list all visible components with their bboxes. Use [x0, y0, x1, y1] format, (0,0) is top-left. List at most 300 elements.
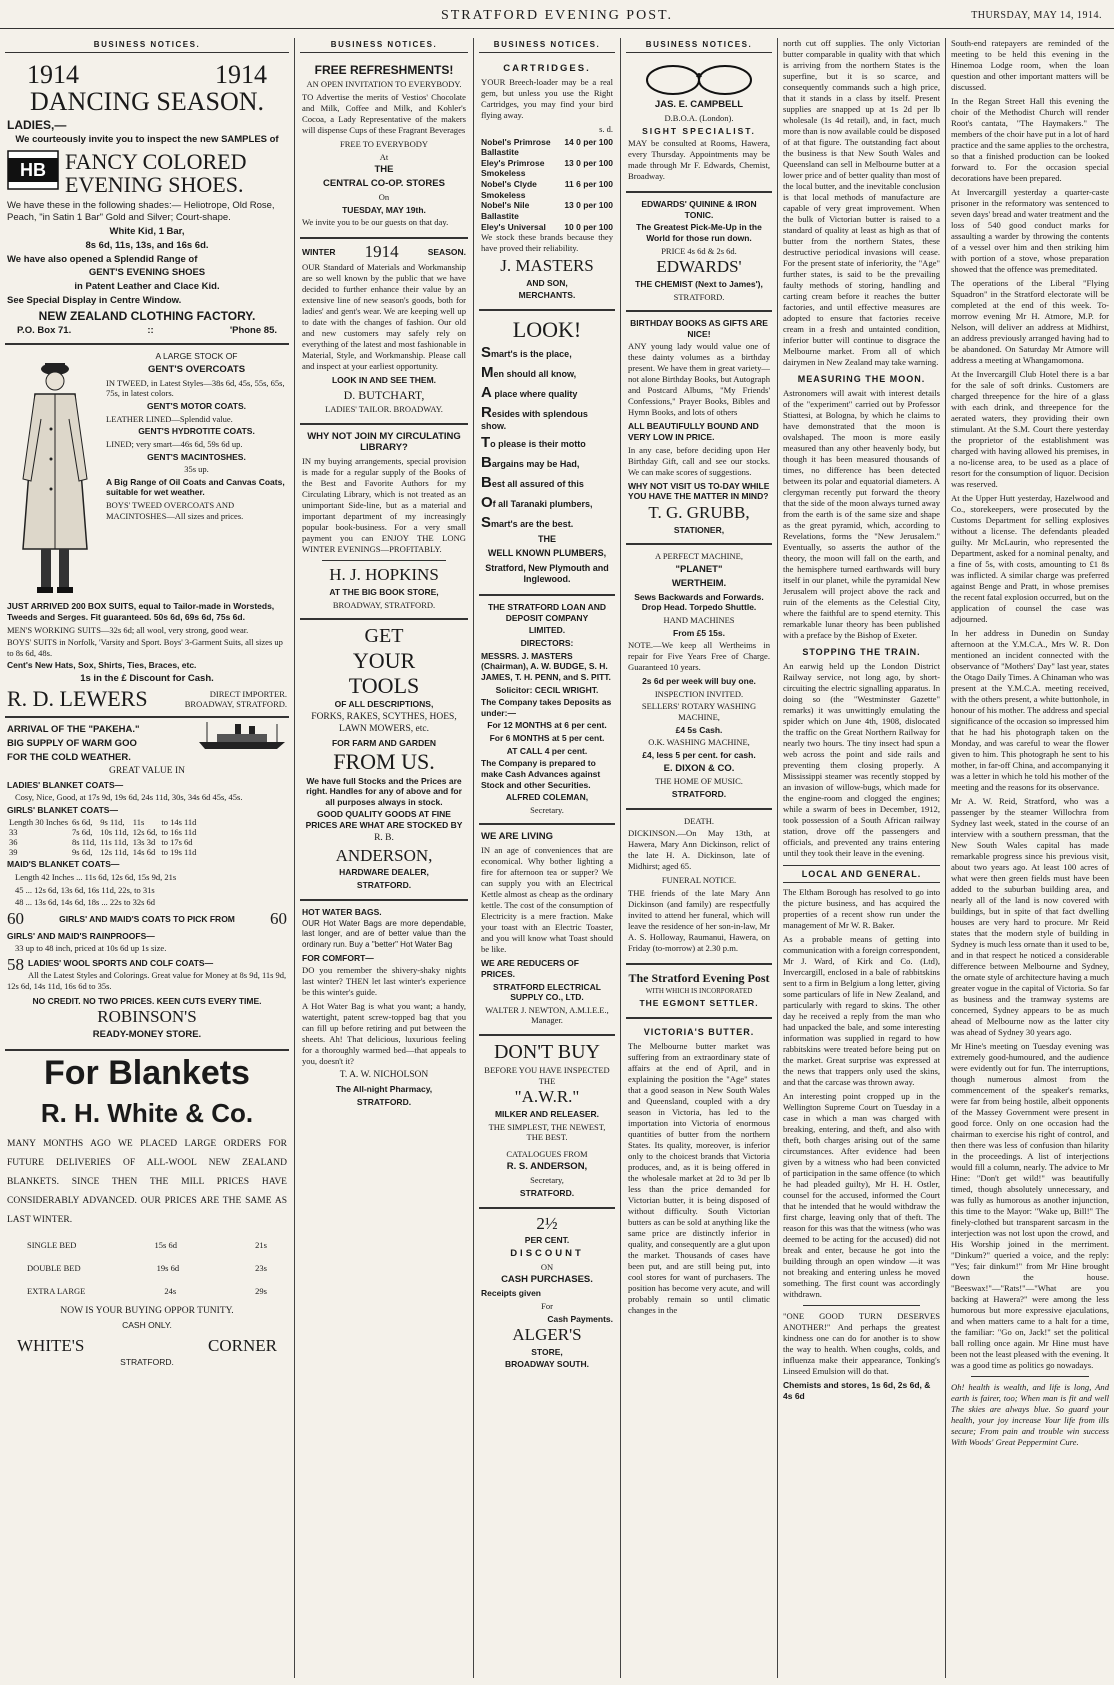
nicholson-bags-ad — [300, 901, 468, 1116]
acrostic-line — [481, 454, 613, 471]
cartridge-row — [481, 222, 613, 233]
pakeha-arrival: ARRIVAL OF THE "PAKEHA." — [7, 724, 140, 736]
column-3 — [474, 38, 620, 1678]
blanket-price-a: 15s 6d — [154, 1240, 177, 1251]
cartridge-name: Eley's Universal — [481, 221, 546, 232]
blanket-row — [7, 1238, 287, 1253]
plumbers-name: WELL KNOWN PLUMBERS, — [487, 548, 607, 559]
cash-discount: 1s in the £ Discount for Cash. — [80, 673, 214, 685]
cash-only: CASH ONLY. — [122, 1320, 172, 1331]
anderson-town: STRATFORD. — [356, 879, 412, 890]
sews: Sews Backwards and Forwards. Drop Head. Torpedo Shuttle. — [634, 591, 764, 613]
hardware-dealer: HARDWARE DEALER, — [339, 867, 429, 878]
living-headline: WE ARE LIVING — [481, 831, 553, 843]
and-son: AND SON, — [526, 277, 568, 288]
ready-money: READY-MONEY STORE. — [92, 1029, 202, 1041]
macintoshes-head: GENT'S MACINTOSHES. — [147, 451, 246, 462]
library-headline: WHY NOT JOIN MY CIRCULATING LIBRARY? — [307, 430, 461, 454]
maids-blanket-head: MAID'S BLANKET COATS— — [7, 859, 120, 870]
acrostic-rest: f all Taranaki plumbers, — [492, 499, 593, 510]
size-cell: 9s 6d, — [72, 847, 93, 858]
your: YOUR — [352, 648, 416, 674]
nicholson-name: T. A. W. NICHOLSON — [339, 1070, 429, 1081]
girls-blanket-head: GIRLS' BLANKET COATS— — [7, 804, 118, 815]
weekly-terms: 2s 6d per week will buy one. — [642, 676, 756, 687]
rb: R. B. — [374, 832, 394, 843]
electric-name: STRATFORD ELECTRICAL SUPPLY CO., LTD. — [493, 981, 601, 1003]
cartridge-name: Eley's Primrose Smokeless — [481, 157, 545, 179]
whites: WHITE'S — [17, 1335, 85, 1355]
look-headline: LOOK! — [512, 317, 582, 343]
new-hats: Cent's New Hats, Sox, Shirts, Ties, Braces, etc. — [7, 660, 197, 671]
cartridge-row — [481, 179, 613, 200]
acrostic-line — [481, 384, 613, 401]
limited: LIMITED. — [528, 625, 566, 636]
loan-name: THE STRATFORD LOAN AND DEPOSIT COMPANY — [487, 602, 607, 623]
rainproofs-head: GIRLS' AND MAID'S RAINPROOFS— — [7, 930, 155, 941]
steamship-icon — [197, 722, 287, 750]
rate-call: AT CALL 4 per cent. — [506, 745, 588, 756]
tonking-prices: Chemists and stores, 1s 6d, 2s 6d, & 4s 6d — [783, 1380, 931, 1401]
tweed-text: IN TWEED, in Latest Styles—38s 6d, 45s, 55s, 65s, 75s, in latest colors. — [106, 377, 285, 399]
column-2 — [295, 38, 473, 1678]
algers-ad — [479, 1209, 615, 1379]
lined-text: LINED; very smart—46s 6d, 59s 6d up. — [106, 438, 243, 449]
loan-deposit-ad — [479, 596, 615, 825]
refreshments-headline: FREE REFRESHMENTS! — [314, 63, 454, 77]
blanket-row — [7, 1284, 287, 1299]
acrostic-line — [481, 514, 613, 531]
anderson-name: ANDERSON, — [335, 845, 433, 865]
before-inspected: BEFORE YOU HAVE INSPECTED THE — [484, 1065, 610, 1086]
blanket-price-b: 21s — [255, 1240, 267, 1251]
masthead-title: STRATFORD EVENING POST. — [440, 8, 674, 23]
size-cell: 39 — [9, 847, 18, 858]
acrostic-line — [481, 364, 613, 381]
acrostic-rest: est all assured of this — [491, 479, 584, 490]
po-box: P.O. Box 71. — [17, 325, 72, 337]
on: ON — [540, 1261, 554, 1272]
cash-purchases: CASH PURCHASES. — [501, 1274, 593, 1286]
ladies-blanket-prices: Cosy, Nice, Good, at 17s 9d, 19s 6d, 24s 11d, 30s, 34s 6d 45s, 45s. — [15, 792, 243, 803]
leather-lined: LEATHER LINED—Splendid value. — [106, 413, 233, 424]
warm-goods: BIG SUPPLY OF WARM GOO — [7, 737, 137, 749]
size-cell: 14s 6d — [132, 847, 156, 858]
blanket-item: EXTRA LARGE — [27, 1285, 86, 1296]
local-6-5: At the Invercargill Club Hotel there is a bar for the sale of soft drinks. Customers are charged threepence for the hire of a glass with each drink, and threepence for the aerated waters, they providing their own stimulant. At the S.M. Court there yesterday the proprietor of the establishment was charged with having allowed his premises, in a no-license area, to be used as a place of resort for the consumption of liquor. Decision was reserved. — [951, 369, 1109, 489]
grubb-books-ad — [626, 312, 772, 545]
cartridge-name: Nobel's Nile Ballastite — [481, 200, 530, 221]
director-names: MESSRS. J. MASTERS (Chairman), A. W. BUDGE, S. H. JAMES, T. H. PENN, and S. PITT. — [481, 650, 611, 682]
girls-sizes-table — [7, 817, 198, 857]
size-cell: Length 30 Inches — [9, 817, 69, 828]
butchart-foot: LADIES' TAILOR. BROADWAY. — [325, 403, 443, 414]
oilcoats-text: A Big Range of Oil Coats and Canvas Coats, suitable for wet weather. — [106, 476, 285, 498]
coop-refreshments-ad — [300, 57, 468, 239]
receipts: Receipts given — [481, 1288, 541, 1299]
bags-headline: HOT WATER BAGS. — [302, 906, 382, 917]
local-6-7: In her address in Dunedin on Sunday afternoon at the Y.M.C.A., Mrs W. R. Don mentioned an incident connected with the observance of "Mothers' Day" last year, states the Otago Daily Times. A Chinaman who was present at the Y.M.C.A. meeting received, with the others present, a white buttonhole, in honour of his mother. The address and special significance of the occasion so impressed him that he had his photograph taken on the Monday, and was careful to wear the flower given to him. This photograph he sent to his mother, in far-off China, and accompanying it was a letter in which he told his mother of the meeting and the reasons for its observance. — [951, 628, 1109, 792]
size-cell: 10s 11d, — [100, 827, 129, 838]
tonic-price: PRICE 4s 6d & 2s 6d. — [661, 245, 737, 256]
cartridge-price: 10 0 per 100 — [564, 221, 613, 232]
algers-store: STORE, — [531, 1346, 563, 1357]
column-4 — [621, 38, 777, 1678]
acrostic-line — [481, 474, 613, 491]
inspection-invited: INSPECTION INVITED. — [654, 688, 744, 699]
algers-name: ALGER'S — [512, 1325, 582, 1345]
acrostic-rest: mart's is the place, — [491, 349, 572, 360]
size-cell: 6s 6d, — [72, 817, 93, 828]
dixon-name: E. DIXON & CO. — [663, 762, 735, 774]
awr-milker-ad — [479, 1036, 615, 1209]
for-comfort: FOR COMFORT— — [302, 952, 374, 963]
maids-row: 45 ... 12s 6d, 13s 6d, 16s 11d, 22s, to 31s — [15, 884, 155, 895]
white-kid: White Kid, 1 Bar, — [109, 225, 185, 237]
get: GET — [364, 625, 404, 648]
local-2: As a probable means of getting into communication with a foreign correspondent, Mr J. Ward, of Kirk and Co. (Ltd), Invercargill, enclosed in a bale of rabbitskins sent to a firm in Belgium a long letter, giving some particulars of life in New Zealand, and particularly with regard to skins. The other day he received a reply from the man who had unpacked the bale, and some interesting information was supplied in regard to how rabbitskins were treated before being put on the market. Great surprise was expressed at the news that trappers only used the skins, and that the carcase was thrown away. — [783, 934, 940, 1087]
sd-header: s. d. — [599, 123, 613, 134]
cash-payments: Cash Payments. — [547, 1313, 613, 1324]
cold-weather: FOR THE COLD WEATHER. — [7, 751, 131, 763]
wertheim-note: NOTE.—We keep all Wertheims in repair for Five Years Free of Charge. Guaranteed 10 years. — [628, 640, 770, 673]
hopkins-library-ad — [300, 425, 468, 621]
secretary-title: Secretary. — [530, 804, 564, 815]
masthead — [0, 0, 1114, 29]
the: THE — [538, 534, 556, 545]
cartridge-name: Nobel's Primrose Ballastite — [481, 136, 551, 158]
discount-pct: 2½ — [536, 1213, 558, 1233]
maids-row: 48 ... 13s 6d, 14s 6d, 18s ... 22s to 32s 6d — [15, 897, 156, 908]
death-text: DICKINSON.—On May 13th, at Hawera, Mary Ann Dickinson, relict of the late H. A. Dickinson, late of Midhirst; aged 65. — [628, 828, 770, 872]
sight-specialist: SIGHT SPECIALIST. — [642, 125, 756, 136]
cartridge-name: Nobel's Clyde Smokeless — [481, 179, 537, 200]
coats-to-pick: GIRLS' AND MAID'S COATS TO PICK FROM — [59, 913, 235, 924]
column-1 — [0, 38, 294, 1678]
blankets-body: MANY MONTHS AGO WE PLACED LARGE ORDERS FOR FUTURE DELIVERIES OF ALL-WOOL NEW ZEALAND BLANKETS. SINCE THEN THE MILL PRICES HAVE CONSIDERABLY ADVANCED. OUR PRICES ARE THE SAME AS LAST WINTER. — [7, 1139, 287, 1226]
birthday-headline: BIRTHDAY BOOKS AS GIFTS ARE NICE! — [630, 318, 768, 339]
shoes-headline: FANCY COLORED EVENING SHOES. — [65, 149, 247, 197]
size-row — [7, 827, 198, 837]
acrostic-rest: place where quality — [491, 389, 578, 400]
column-5 — [778, 38, 945, 1678]
hb-logo-icon — [7, 150, 59, 190]
overcoats-head: GENT'S OVERCOATS — [147, 363, 246, 375]
butter-continued: north cut off supplies. The only Victorian butter comparable in quality with that which is arriving from the northern States is the superfine, but it is so scarce, and consequently commands such a high price, that it stands in a class by itself. Present supplies are snapped up at 1s 2d per lb wholesale (1s 4d retail), and, in fact, much more than is now available could be disposed of at that figure. The outstanding fact about the business is that New South Wales and Queensland can sell in Melbourne butter at a lower price and of better quality than most of the local butter, and the inevitable conclusion is that local methods of manufacture are capable of very great improvement. When the bulk of Victorian butter is raised to a standard of quality at least as high as that of butter from the northern States, these destructive periodical invasions will cease. For the present state of inferiority, the "Age" further states, is said to be the prevailing faulty methods of storing, handling and carting cream before it reaches the butter factories, and until effective measures are adopted to ensure that factories receive cream in a fresh and untainted condition, inferior butter will continue to disgrace the Melbourne market. From all of which dairymen in New Zealand may take warning. — [783, 38, 940, 367]
blankets-headline: For Blankets — [44, 1053, 250, 1092]
column-heading: BUSINESS NOTICES. — [5, 38, 289, 53]
year-left: 1914 — [27, 60, 79, 89]
electrical-supply-ad — [479, 825, 615, 1036]
leather-text: in Patent Leather and Clace Kid. — [74, 281, 220, 293]
fifty-eight: 58 — [7, 955, 24, 974]
sixty-left: 60 — [7, 908, 24, 928]
bags-body: OUR Hot Water Bags are more dependable, last longer, and are of better value than the ordinary run. Buy a "better" Hot Water Bag — [302, 919, 466, 949]
cartridge-row — [481, 137, 613, 158]
size-cell: 11s — [132, 817, 145, 828]
acrostic-cap: S — [481, 514, 492, 532]
local-general-head: LOCAL AND GENERAL. — [783, 865, 940, 883]
coop-body: TO Advertise the merits of Vestios' Chocolate and Milk, Coffee and Milk, and Kohler's Cocoa, a Lady Representative of the makers will dispense Cups of these Fragrant Beverages — [302, 92, 466, 136]
coop-stores: CENTRAL CO-OP. STORES — [323, 178, 445, 190]
opened-text: We have also opened a Splendid Range of — [7, 253, 198, 265]
at: At — [379, 151, 389, 162]
winter: WINTER — [302, 247, 336, 258]
loan-secretary: ALFRED COLEMAN, — [505, 792, 589, 803]
lewers-ad — [5, 345, 289, 718]
masthead-date: THURSDAY, MAY 14, 1914. — [971, 10, 1102, 21]
phone: 'Phone 85. — [229, 325, 277, 337]
acrostic-line — [481, 494, 613, 511]
masters-cartridges-ad — [479, 57, 615, 311]
tool-items: FORKS, RAKES, SCYTHES, HOES, LAWN MOWERS, etc. — [311, 712, 457, 734]
incorporated: WITH WHICH IS INCORPORATED — [645, 987, 753, 996]
blanket-price-a: 19s 6d — [156, 1262, 180, 1273]
motor-coats: GENT'S MOTOR COATS. — [147, 401, 246, 412]
hopkins-address: BROADWAY, STRATFORD. — [332, 599, 436, 610]
size-row — [7, 847, 198, 857]
working-suits: MEN'S WORKING SUITS—32s 6d; all wool, very strong, good wear. — [7, 624, 249, 635]
reducers: WE ARE REDUCERS OF PRICES. — [481, 958, 579, 979]
ok-price: £4, less 5 per cent. for cash. — [642, 749, 756, 760]
campbell-qual: D.B.O.A. (London). — [664, 112, 734, 123]
edwards-tonic-ad — [626, 193, 772, 312]
all-night-pharmacy: The All-night Pharmacy, — [335, 1084, 433, 1095]
lewers-name: R. D. LEWERS — [7, 685, 148, 711]
look-in: LOOK IN AND SEE THEM. — [331, 374, 437, 385]
funeral-head: FUNERAL NOTICE. — [661, 875, 737, 886]
white-name: R. H. White & Co. — [40, 1098, 254, 1129]
tonic-headline: EDWARDS' QUININE & IRON TONIC. — [641, 199, 757, 220]
edwards-sub: THE CHEMIST (Next to James'), — [635, 278, 763, 289]
size-cell: 8s 11d, — [72, 837, 97, 848]
rate-12-months: For 12 MONTHS at 6 per cent. — [487, 720, 607, 731]
acrostic-rest: o please is their motto — [490, 439, 586, 450]
acrostic-line — [481, 404, 613, 431]
dixon-town: STRATFORD. — [671, 789, 727, 799]
ladies-salutation: LADIES,— — [7, 117, 67, 132]
size-cell: 36 — [9, 837, 18, 848]
opportunity: NOW IS YOUR BUYING OPPOR TUNITY. — [60, 1306, 234, 1317]
nicholson-town: STRATFORD. — [356, 1096, 412, 1107]
beautifully-bound: ALL BEAUTIFULLY BOUND AND VERY LOW IN PRICE. — [628, 421, 759, 443]
solicitor: Solicitor: CECIL WRIGHT. — [495, 684, 599, 695]
size-cell: to 19s 11d — [161, 847, 197, 858]
per-cent: PER CENT. — [524, 1235, 570, 1246]
deposits-intro: The Company takes Deposits as under:— — [481, 697, 612, 718]
dixon-machines-ad — [626, 545, 772, 809]
plumbers-address: Stratford, New Plymouth and Inglewood. — [485, 562, 609, 584]
boys-overcoats: BOYS' TWEED OVERCOATS AND MACINTOSHES—All sizes and prices. — [106, 500, 244, 521]
great-value: GREAT VALUE IN — [108, 765, 185, 776]
butter-text: The Melbourne butter market was suffering from an extraordinary state of affairs at the end of April, and in explaining the position the "Age" states that a good season in New South Wales and Queensland, coupled with a dry season in Victoria, has led to the importation into Victoria of enormous quantities of butter from the northern States. Its quality, moreover, is inferior only to the choicest brands that Victoria produces, and, as it is being offered in the wholesale market at 2d to 3d per lb less than the price demanded for Victorian butter, it is being disposed of without difficulty. South Victorian butters as can be sold at anything like the same price are distinctly inferior in quality, and consequently are a glut upon the market. Thousands of cases have been put, and are still being put, into cool stores for want of purchasers. The position has become very acute, and will probably remain so until climatic changes in the — [628, 1040, 770, 1315]
funeral-text: THE friends of the late Mary Ann Dickinson (and family) are respectfully invited to attend her funeral, which will leave the residence of her son-in-law, Mr A. S. Holloway, Raumanui, Hawera, on Friday (to-morrow) at 2.30 p.m. — [628, 887, 770, 953]
size-cell: 11s 11d, — [100, 837, 129, 848]
separator: :: — [147, 325, 154, 337]
guests-text: We invite you to be our guests on that day. — [302, 217, 449, 228]
stock-intro: A LARGE STOCK OF — [155, 351, 238, 362]
butchart-ad — [300, 239, 468, 424]
catalogues: CATALOGUES FROM — [506, 1148, 588, 1159]
wool-coats-desc: All the Latest Styles and Colorings. Great value for Money at 8s 9d, 11s 9d, 12s 6d, 14s 11d, 16s 6d to 35s. — [7, 970, 287, 992]
electric-manager: WALTER J. NEWTON, A.M.I.E.E., Manager. — [485, 1004, 609, 1026]
shoe-prices: 8s 6d, 11s, 13s, and 16s 6d. — [85, 239, 209, 251]
home-of-music: THE HOME OF MUSIC. — [655, 776, 743, 787]
campbell-sight-ad — [626, 57, 772, 193]
the: THE — [374, 164, 394, 176]
smart-plumbers-ad — [479, 311, 615, 596]
svg-text:HB: HB — [20, 159, 46, 180]
birthday-case: In any case, before deciding upon Her Birthday Gift, call and see our stocks. We can make scores of suggestions. — [628, 444, 770, 477]
acrostic-line — [481, 344, 613, 361]
cartridges-note: We stock these brands because they have proved their reliability. — [481, 232, 613, 254]
cartridge-price: 13 0 per 100 — [564, 200, 613, 211]
local-1: The Eltham Borough has resolved to go into the picture business, and has acquired the properties of a recent show run under the management of Mr W. R. Baker. — [783, 887, 940, 930]
local-6-4: The operations of the Liberal "Flying Squadron" in the Stratford electorate will be completed at the end of this week. To-morrow evening Mr H. Atmore, M.P. for Nelson, will deliver an address at Midhirst, an address previously arranged having had to be abandoned. On Saturday Mr Atmore will address a meeting at Whangamomona. — [951, 278, 1109, 365]
acrostic-cap: O — [481, 494, 493, 512]
size-row — [7, 837, 198, 847]
acrostic-rest: mart's are the best. — [491, 519, 574, 530]
lewers-address: BROADWAY, STRATFORD. — [184, 699, 287, 710]
size-cell: 9s 11d, — [100, 817, 125, 828]
acrostic-cap: A — [481, 384, 492, 402]
blanket-item: SINGLE BED — [27, 1240, 77, 1251]
column-heading: BUSINESS NOTICES. — [300, 38, 468, 53]
moon-head: MEASURING THE MOON. — [797, 374, 926, 384]
acrostic-rest: en should all know, — [493, 369, 577, 380]
coop-date: TUESDAY, MAY 19th. — [342, 204, 426, 215]
tools: TOOLS — [348, 673, 420, 699]
blanket-item: DOUBLE BED — [27, 1262, 81, 1273]
perfect-machine: A PERFECT MACHINE, — [655, 551, 743, 562]
farm-garden: FOR FARM AND GARDEN — [331, 737, 437, 748]
hand-machines: HAND MACHINES — [663, 614, 735, 625]
ok-machine: O.K. WASHING MACHINE, — [648, 737, 750, 748]
white-town: STRATFORD. — [120, 1357, 174, 1368]
edwards-town: STRATFORD. — [673, 291, 725, 302]
size-cell: to 14s 11d — [161, 817, 197, 828]
tonic-tag: The Greatest Pick-Me-Up in the World for those run down. — [636, 222, 762, 243]
wool-coats-head: LADIES' WOOL SPORTS AND COLF COATS— — [28, 957, 214, 968]
rate-6-months: For 6 MONTHS at 5 per cent. — [489, 733, 605, 744]
size-cell: 12s 6d, — [132, 827, 158, 838]
lewers-importer: DIRECT IMPORTER. — [209, 688, 287, 699]
butchart-name: D. BUTCHART, — [343, 387, 425, 402]
size-cell: 13s 3d — [132, 837, 156, 848]
campbell-body: MAY be consulted at Rooms, Hawera, every Thursday. Appointments may be made through Mr F. Edwards, Chemist, Broadway. — [628, 138, 770, 182]
terms: NO CREDIT. NO TWO PRICES. KEEN CUTS EVERY TIME. — [32, 995, 262, 1006]
moon-text: Astronomers will await with interest details of the "experiment" carried out by Professor Stiattesi, at Bologna, by which he claims to have demonstrated that the moon is ovalshaped. The moon is more easily measured than any other heavenly body, but though it has been measured thousands of times, no difference has been detected between its polar and equatorial diameters. A clergyman recently put forward the theory that the side of the moon always turned away from the earth is of the same size and shape as the great pyramid, which, according to Revelations, forms the "New Jerusalem." Eventually, so asserts the author of the theory, the moon will fall on the earth, and the hemisphere turned earthwards will bury itself in our planet, while the pyramidal New Jerusalem will project above the rack and ruin of the elements as the Celestial City, where the faithful are to spend eternity. This remarkable lunar theory has been published with a preface by the Bishop of Exeter. — [783, 388, 940, 640]
invite-text: We courteously invite you to inspect the new SAMPLES of — [15, 133, 279, 145]
blanket-price-b: 23s — [255, 1262, 267, 1273]
acrostic-cap: B — [481, 454, 492, 472]
size-cell: to 16s 11d — [161, 827, 197, 838]
white-blankets-ad — [5, 1051, 289, 1376]
cartridge-row — [481, 158, 613, 179]
local-6-3: At Invercargill yesterday a quarter-caste prisoner in the reformatory was sentenced to seven days' bread and water treatment and the loss of 540 good conduct marks for assaulting a warder by throwing the contents of a vessel over him and then striking him with portion of a stove, whose preparation showed that the offence was premeditated. — [951, 187, 1109, 274]
victorias-butter-article — [626, 1019, 772, 1321]
bag-body: A Hot Water Bag is what you want; a handy, watertight, patent screw-topped bag that you can fill up before retiring and put between the sheets. Ah! That delicious, luxurious feeling for a thoroughly warmed bed—that appeals to you, doesn't it? — [302, 1001, 466, 1067]
cartridge-row — [481, 200, 613, 221]
local-3: An interesting point cropped up in the Wellington Supreme Court on Tuesday in a case in which a man was charged with breaking, entering, and theft, and also with theft, both charges arising out of the same circumstances. After evidence had been given by a witness who had been convicted of participation in the same offence (to which he had pleaded guilty), Mr H. H. Ostler, counsel for the accused, informed the Court that he intended that he would withdraw the first charge, leaving only that of theft. The reason for this was that the witness (who was deemed to be acting for the accused) did not break and enter, because he got into the building through an open window —it was not breaking and entering unless he moved something. The first count was accordingly withdrawn. — [783, 1091, 940, 1299]
maids-row: Length 42 Inches ... 11s 6d, 12s 6d, 15s 9d, 21s — [15, 872, 177, 883]
macintoshes-price: 35s up. — [184, 464, 209, 475]
paper-name: The Stratford Evening Post — [628, 970, 770, 985]
robinsons-ad — [5, 718, 289, 1051]
rs-anderson: R. S. ANDERSON, — [506, 1161, 588, 1173]
from-us: FROM US. — [333, 749, 435, 775]
hand-from: From £5 15s. — [673, 627, 725, 638]
column-heading: BUSINESS NOTICES. — [626, 38, 772, 53]
display-text: See Special Display in Centre Window. — [7, 295, 182, 307]
boys-suits: BOYS' SUITS in Norfolk, 'Varsity and Sport. Boys' 3-Garment Suits, all sizes up to 8s 6d, 48s. — [7, 637, 283, 658]
acrostic-rest: esides with splendous show. — [481, 409, 588, 432]
gents-shoes: GENT'S EVENING SHOES — [88, 267, 206, 279]
box-suits: JUST ARRIVED 200 BOX SUITS, equal to Tailor-made in Worsteds, Tweeds and Serges. Fit guaranteed. 50s 6d, 69s 6d, 75s 6d. — [7, 601, 275, 622]
campbell-name: JAS. E. CAMPBELL — [654, 99, 744, 110]
shades-text: We have these in the following shades:— Heliotrope, Old Rose, Peach, "in Satin 1 Bar" Gold and Silver; Court-shape. — [7, 200, 275, 223]
size-cell: to 17s 6d — [161, 837, 193, 848]
full-stocks: We have full Stocks and the Prices are right. Handles for any of above and for all purposes always in stock. — [306, 775, 462, 807]
awr-town: STRATFORD. — [519, 1187, 575, 1198]
cartridge-price: 13 0 per 100 — [564, 157, 613, 168]
ladies-blanket-head: LADIES' BLANKET COATS— — [7, 779, 124, 790]
rotary-machine: SELLERS' ROTARY WASHING MACHINE, — [641, 701, 757, 722]
local-6-2: In the Regan Street Hall this evening the choir of the Methodist Church will render Root's cantata, "The Haymakers." The members of the choir have put in a lot of hard practice and the same applies to the orchestra, so that a finished production can be looked forward to. For the occasion special decorations have been prepared. — [951, 96, 1109, 183]
size-cell: 33 — [9, 827, 18, 838]
local-6-8: Mr A. W. Reid, Stratford, who was a passenger by the steamer Willochra from Sydney last week, stated in the course of an interview with a southern pressman, that the New South Wales capital has made remarkable progress since his previous visit, about two years ago. At least 100 acres of what were then green fields must have been added to the suburban building area, and nearly all of the land is now covered with buildings, but in spite of that fact dwelling houses are very hard to procure. Mr Reid states that the modern style of building in Sydney is much less ornate than it used to be, and in that respect he noticed a considerable difference between Melbourne and Sydney, the ornate style of architecture having a much greater vogue in the capital of Victoria. So far as business and the tramway systems are concerned, Sydney appears to be as much ahead of Melbourne now as the latter city was ahead of Sydney 30 years ago. — [951, 796, 1109, 1037]
corner: CORNER — [208, 1335, 277, 1355]
masters-name: J. MASTERS — [500, 256, 594, 276]
grubb-name: T. G. GRUBB, — [648, 502, 750, 522]
dancing-title: DANCING SEASON. — [29, 87, 264, 117]
cartridges-headline: CARTRIDGES. — [503, 63, 591, 74]
rainproofs-desc: 33 up to 48 inch, priced at 10s 6d up 1s size. — [15, 943, 167, 954]
comfort-body: DO you remember the shivery-shaky nights last winter? THEN let last winter's experience be this winter's guide. — [302, 965, 466, 998]
cartridge-price: 14 0 per 100 — [564, 136, 613, 147]
local-6-1: South-end ratepayers are reminded of the meeting to be held this evening in the Hinemoa Lodge room, when the loan question and other important matters will be discussed. — [951, 38, 1109, 92]
train-head: STOPPING THE TRAIN. — [802, 647, 921, 657]
size-cell: 7s 6d, — [72, 827, 93, 838]
big-book-store: AT THE BIG BOOK STORE, — [329, 587, 439, 598]
all-descriptions: OF ALL DESCRIPTIONS, — [334, 699, 434, 710]
stationer: STATIONER, — [673, 524, 725, 535]
why-not-visit: WHY NOT VISIT US TO-DAY WHILE YOU HAVE THE MATTER IN MIND? — [628, 480, 770, 502]
discount: DISCOUNT — [510, 1247, 584, 1259]
season: SEASON. — [427, 247, 466, 258]
local-6-9: Mr Hine's meeting on Tuesday evening was extremely good-humoured, and the audience were evidently out for fun. The interruptions, though numerous almost from the commencement of the speaker's remarks, were far from being hostile, albeit opponents of the Massey Government were present in good force. Only on one occasion had the chairman to exercise his right of control, and then there was less of confusion than hilarity in the proceedings. A list of interjections would fill a column, nearly. The advice to Mr Hine: "Don't get wild!" was beautifully timed, though absolutely unnecessary, and was fully as humorous as another injunction, this time to the Mayor: "Wake up, Bill!" The finely-clothed but transparent sarcasm in the interjection was not lost upon the crowd, and His Worship joined in the merriment. "Dinkum?" queried a voice, and the reply: "Yes; fair dinkum!" from Mr Hine brought down the house. "Beeswax!"—"Rats!"—"What are you backing at Hawera?" were among the less humorous but more expressive ejaculations, and when matters came to a halt for a time, the familiar: "Go on, Jack!" set the political ball rolling once again. Mr Hine must have been not the least pleased with the evening. It was a good time as politics go nowadays. — [951, 1041, 1109, 1370]
cartridges-body: YOUR Breech-loader may be a real gem, but unless you use the Right Cartridges, you may find your bird flying away. — [481, 76, 613, 120]
for: For — [541, 1300, 553, 1311]
milker-releaser: MILKER AND RELEASER. — [494, 1108, 600, 1119]
acrostic-cap: S — [481, 344, 492, 362]
wertheim: WERTHEIM. — [671, 577, 727, 589]
dont-buy: DON'T BUY — [493, 1041, 600, 1064]
egmont-settler: THE EGMONT SETTLER. — [639, 998, 759, 1009]
acrostic-cap: B — [481, 474, 492, 492]
library-body: IN my buying arrangements, special provision is made for a regular supply of the Books of the Best and Favorite Authors for my Circulating Library, which is not treated as an unimportant Side-line, but as a material and important department of my increasingly popular book-business. For a very small payment you can ENJOY THE LONG WINTER EVENINGS—PROFITABLY. — [302, 456, 466, 555]
factory-name: NEW ZEALAND CLOTHING FACTORY. — [38, 309, 256, 324]
acrostic-line — [481, 434, 613, 451]
cartridge-price: 11 6 per 100 — [564, 179, 613, 189]
acrostic-cap: R — [481, 404, 492, 422]
acrostic-cap: T — [481, 434, 491, 452]
blanket-price-b: 29s — [255, 1285, 267, 1296]
rotary-price: £4 5s Cash. — [675, 724, 723, 735]
tonking-ad: "ONE GOOD TURN DESERVES ANOTHER!" And perhaps the greatest kindness one can do for another is to show the way to health. When coughs, colds, and influenza make their appearance, Tonking's Linseed Emulsion will do that. — [783, 1311, 940, 1376]
spectacles-icon — [639, 63, 759, 97]
blanket-price-a: 24s — [164, 1285, 177, 1296]
